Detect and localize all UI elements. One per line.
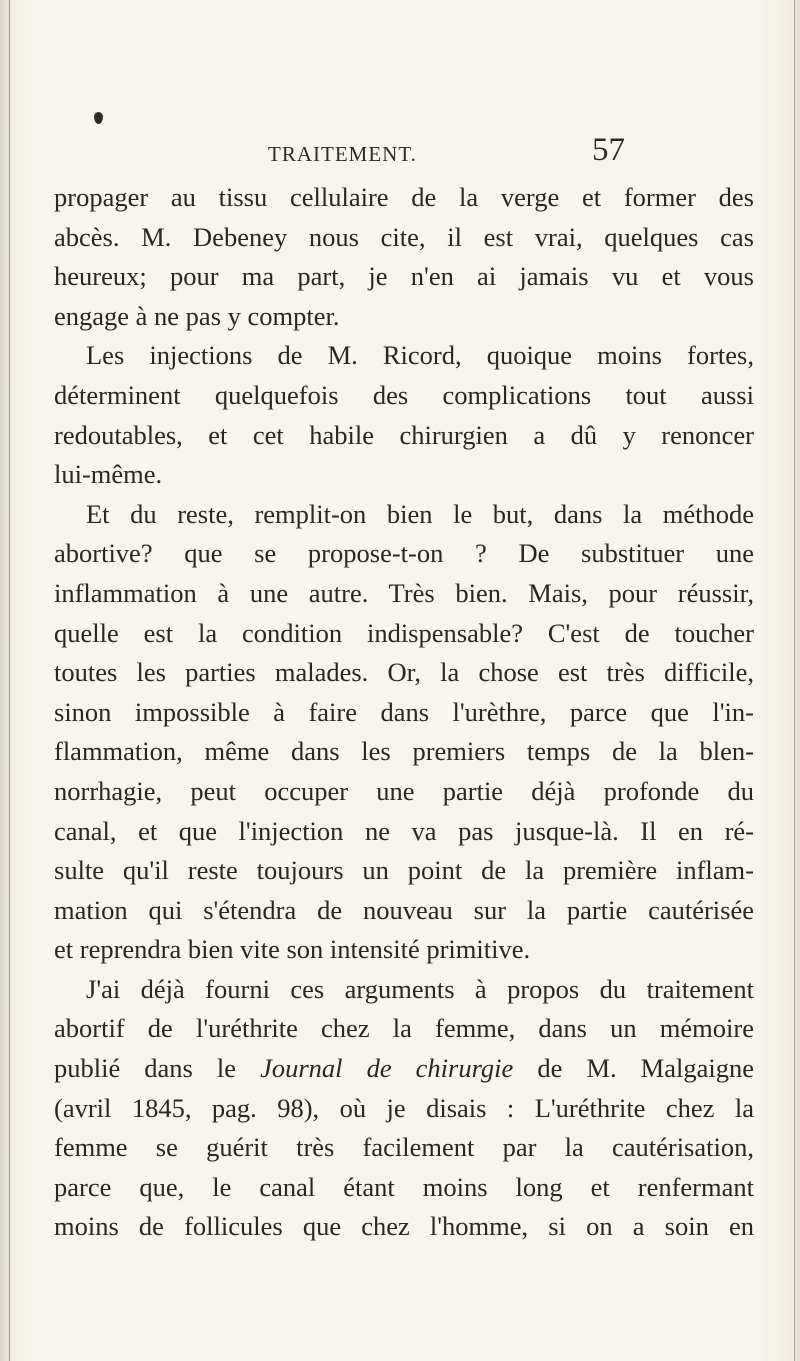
text-line: canal, et que l'injection ne va pas jusque-là. Il en ré- xyxy=(54,815,754,846)
text-line: propager au tissu cellulaire de la verge et former des xyxy=(54,182,754,212)
text-line: redoutables, et cet habile chirurgien a dû y renoncer xyxy=(54,419,754,450)
text-line xyxy=(54,1049,754,1089)
ink-mark-icon xyxy=(94,112,103,124)
text-line: mation qui s'étendra de nouveau sur la partie cautérisée xyxy=(54,894,754,925)
text-line: déterminent quelquefois des complications tout aussi xyxy=(54,379,754,410)
text-line: femme se guérit très facilement par la cautérisation, xyxy=(54,1132,754,1163)
text-line: sinon impossible à faire dans l'urèthre, parce que l'in- xyxy=(54,696,754,727)
text-line: moins de follicules que chez l'homme, si on a soin en xyxy=(54,1211,754,1242)
text-line: abortive? que se propose-t-on ? De substituer une xyxy=(54,538,754,569)
journal-title: Journal de chirurgie xyxy=(260,1053,514,1084)
text-line: lui-même. xyxy=(54,459,163,490)
running-title: TRAITEMENT. xyxy=(268,142,417,166)
page-outer-edge xyxy=(794,0,800,1361)
text-line: inflammation à une autre. Très bien. Mais, pour réussir, xyxy=(54,577,754,608)
text-line: abcès. M. Debeney nous cite, il est vrai, quelques cas xyxy=(54,221,754,252)
text-line: abortif de l'uréthrite chez la femme, dans un mémoire xyxy=(54,1013,754,1044)
text-line: Et du reste, remplit-on bien le but, dans la méthode xyxy=(86,498,754,529)
page-number: 57 xyxy=(592,132,625,168)
text-segment: de M. Malgaigne xyxy=(537,1053,755,1084)
text-line: norrhagie, peut occuper une partie déjà profonde du xyxy=(54,775,754,806)
text-line: flammation, même dans les premiers temps de la blen- xyxy=(54,736,754,767)
text-line: et reprendra bien vite son intensité primitive. xyxy=(54,934,531,965)
text-line: (avril 1845, pag. 98), où je disais : L'uréthrite chez la xyxy=(54,1092,754,1123)
text-line: sulte qu'il reste toujours un point de la première inflam- xyxy=(54,855,754,886)
text-line: quelle est la condition indispensable? C'est de toucher xyxy=(54,617,754,648)
body-text xyxy=(54,178,754,1247)
text-line: heureux; pour ma part, je n'en ai jamais vu et vous xyxy=(54,261,754,292)
page-binding-edge xyxy=(0,0,10,1361)
text-line: J'ai déjà fourni ces arguments à propos du traitement xyxy=(86,973,754,1004)
text-segment: publié dans le xyxy=(54,1053,237,1084)
text-line: Les injections de M. Ricord, quoique moins fortes, xyxy=(86,340,754,371)
text-line: engage à ne pas y compter. xyxy=(54,300,340,331)
text-line: toutes les parties malades. Or, la chose est très difficile, xyxy=(54,657,754,688)
text-line: parce que, le canal étant moins long et renfermant xyxy=(54,1171,754,1202)
